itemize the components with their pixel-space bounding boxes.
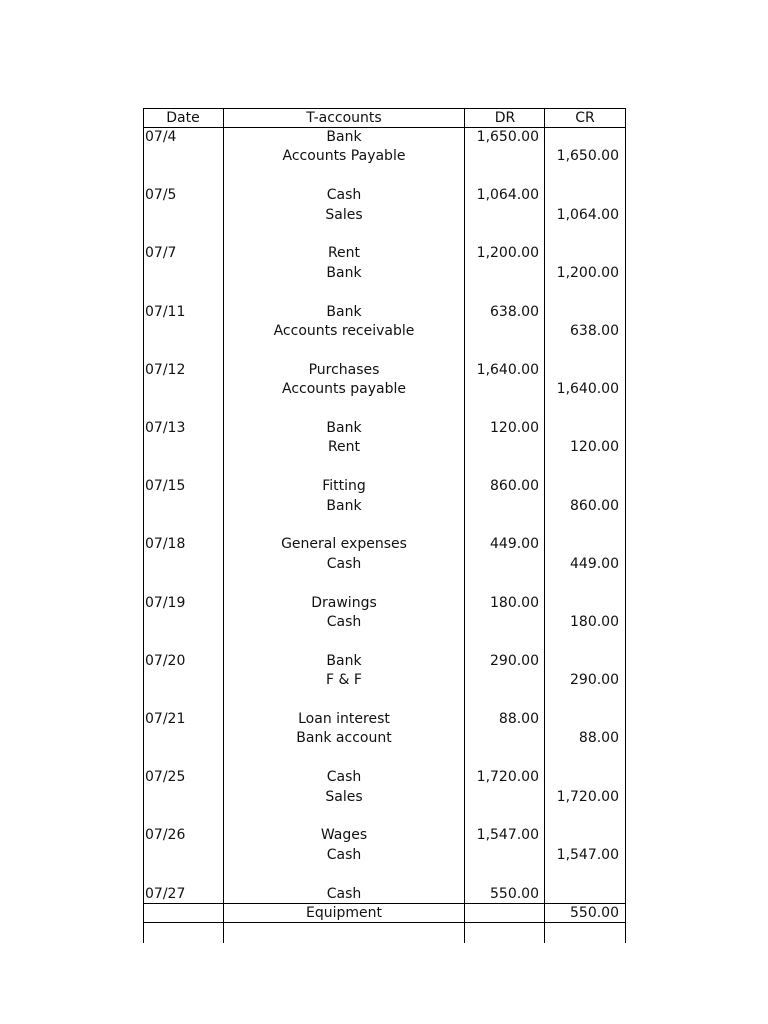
entry-debit-amount: 550.00 <box>490 886 539 902</box>
divider-date <box>223 108 224 943</box>
entry-credit-account: Accounts receivable <box>273 323 415 339</box>
entry-debit-amount: 1,650.00 <box>476 129 539 145</box>
entry-credit-account: Cash <box>326 614 362 630</box>
entry-debit-account: Cash <box>326 187 362 203</box>
entry-debit-amount: 180.00 <box>490 595 539 611</box>
entry-debit-account: General expenses <box>281 536 407 552</box>
entry-credit-amount: 1,064.00 <box>556 207 619 223</box>
entry-date: 07/12 <box>145 362 186 378</box>
entry-credit-account: Equipment <box>306 905 382 921</box>
entry-credit-account: Rent <box>327 439 361 455</box>
entry-credit-account: Cash <box>326 556 362 572</box>
entry-debit-amount: 1,064.00 <box>476 187 539 203</box>
entry-debit-account: Bank <box>326 304 362 320</box>
entry-debit-account: Bank <box>326 129 362 145</box>
entry-debit-account: Loan interest <box>298 711 390 727</box>
entry-debit-account: Wages <box>320 827 368 843</box>
entry-credit-amount: 638.00 <box>570 323 619 339</box>
entry-credit-amount: 290.00 <box>570 672 619 688</box>
entry-credit-account: Sales <box>325 207 363 223</box>
entry-credit-amount: 1,650.00 <box>556 148 619 164</box>
entry-debit-amount: 1,200.00 <box>476 245 539 261</box>
entry-credit-account: Bank <box>326 265 362 281</box>
entry-credit-amount: 550.00 <box>570 905 619 921</box>
entry-debit-account: Cash <box>326 769 362 785</box>
entry-credit-amount: 860.00 <box>570 498 619 514</box>
header-cr: CR <box>575 110 595 126</box>
entry-debit-account: Cash <box>326 886 362 902</box>
entry-credit-amount: 120.00 <box>570 439 619 455</box>
entry-debit-amount: 290.00 <box>490 653 539 669</box>
entry-debit-amount: 1,547.00 <box>476 827 539 843</box>
entry-credit-amount: 449.00 <box>570 556 619 572</box>
entry-date: 07/7 <box>145 245 177 261</box>
entry-debit-account: Rent <box>327 245 361 261</box>
entry-debit-amount: 1,720.00 <box>476 769 539 785</box>
entry-debit-amount: 449.00 <box>490 536 539 552</box>
entry-date: 07/21 <box>145 711 186 727</box>
entry-credit-account: Bank <box>326 498 362 514</box>
entry-debit-amount: 1,640.00 <box>476 362 539 378</box>
entry-debit-amount: 860.00 <box>490 478 539 494</box>
entry-credit-amount: 1,640.00 <box>556 381 619 397</box>
entry-debit-amount: 88.00 <box>498 711 539 727</box>
entry-debit-account: Drawings <box>311 595 377 611</box>
border-right <box>625 108 626 943</box>
entry-credit-account: Sales <box>325 789 363 805</box>
entry-debit-account: Purchases <box>308 362 380 378</box>
header-dr: DR <box>494 110 516 126</box>
entry-credit-amount: 1,200.00 <box>556 265 619 281</box>
entry-credit-account: Accounts Payable <box>282 148 406 164</box>
entry-debit-account: Fitting <box>322 478 366 494</box>
border-left <box>143 108 144 943</box>
entry-date: 07/19 <box>145 595 186 611</box>
divider-dr <box>544 108 545 943</box>
entry-credit-account: Accounts payable <box>282 381 406 397</box>
entry-date: 07/26 <box>145 827 186 843</box>
entry-credit-amount: 1,547.00 <box>556 847 619 863</box>
entry-date: 07/4 <box>145 129 177 145</box>
divider-accounts <box>464 108 465 943</box>
header-t-accounts: T-accounts <box>306 110 382 126</box>
entry-date: 07/15 <box>145 478 186 494</box>
entry-date: 07/13 <box>145 420 186 436</box>
entry-date: 07/25 <box>145 769 186 785</box>
entry-date: 07/27 <box>145 886 186 902</box>
entry-date: 07/11 <box>145 304 186 320</box>
entry-debit-account: Bank <box>326 420 362 436</box>
entry-date: 07/18 <box>145 536 186 552</box>
entry-debit-account: Bank <box>326 653 362 669</box>
entry-debit-amount: 120.00 <box>490 420 539 436</box>
entry-credit-amount: 180.00 <box>570 614 619 630</box>
entry-credit-account: Cash <box>326 847 362 863</box>
entry-date: 07/20 <box>145 653 186 669</box>
header-date: Date <box>166 110 200 126</box>
entry-date: 07/5 <box>145 187 177 203</box>
entry-credit-amount: 88.00 <box>578 730 619 746</box>
entry-debit-amount: 638.00 <box>490 304 539 320</box>
entry-credit-account: F & F <box>326 672 362 688</box>
entry-credit-amount: 1,720.00 <box>556 789 619 805</box>
entry-credit-account: Bank account <box>296 730 392 746</box>
